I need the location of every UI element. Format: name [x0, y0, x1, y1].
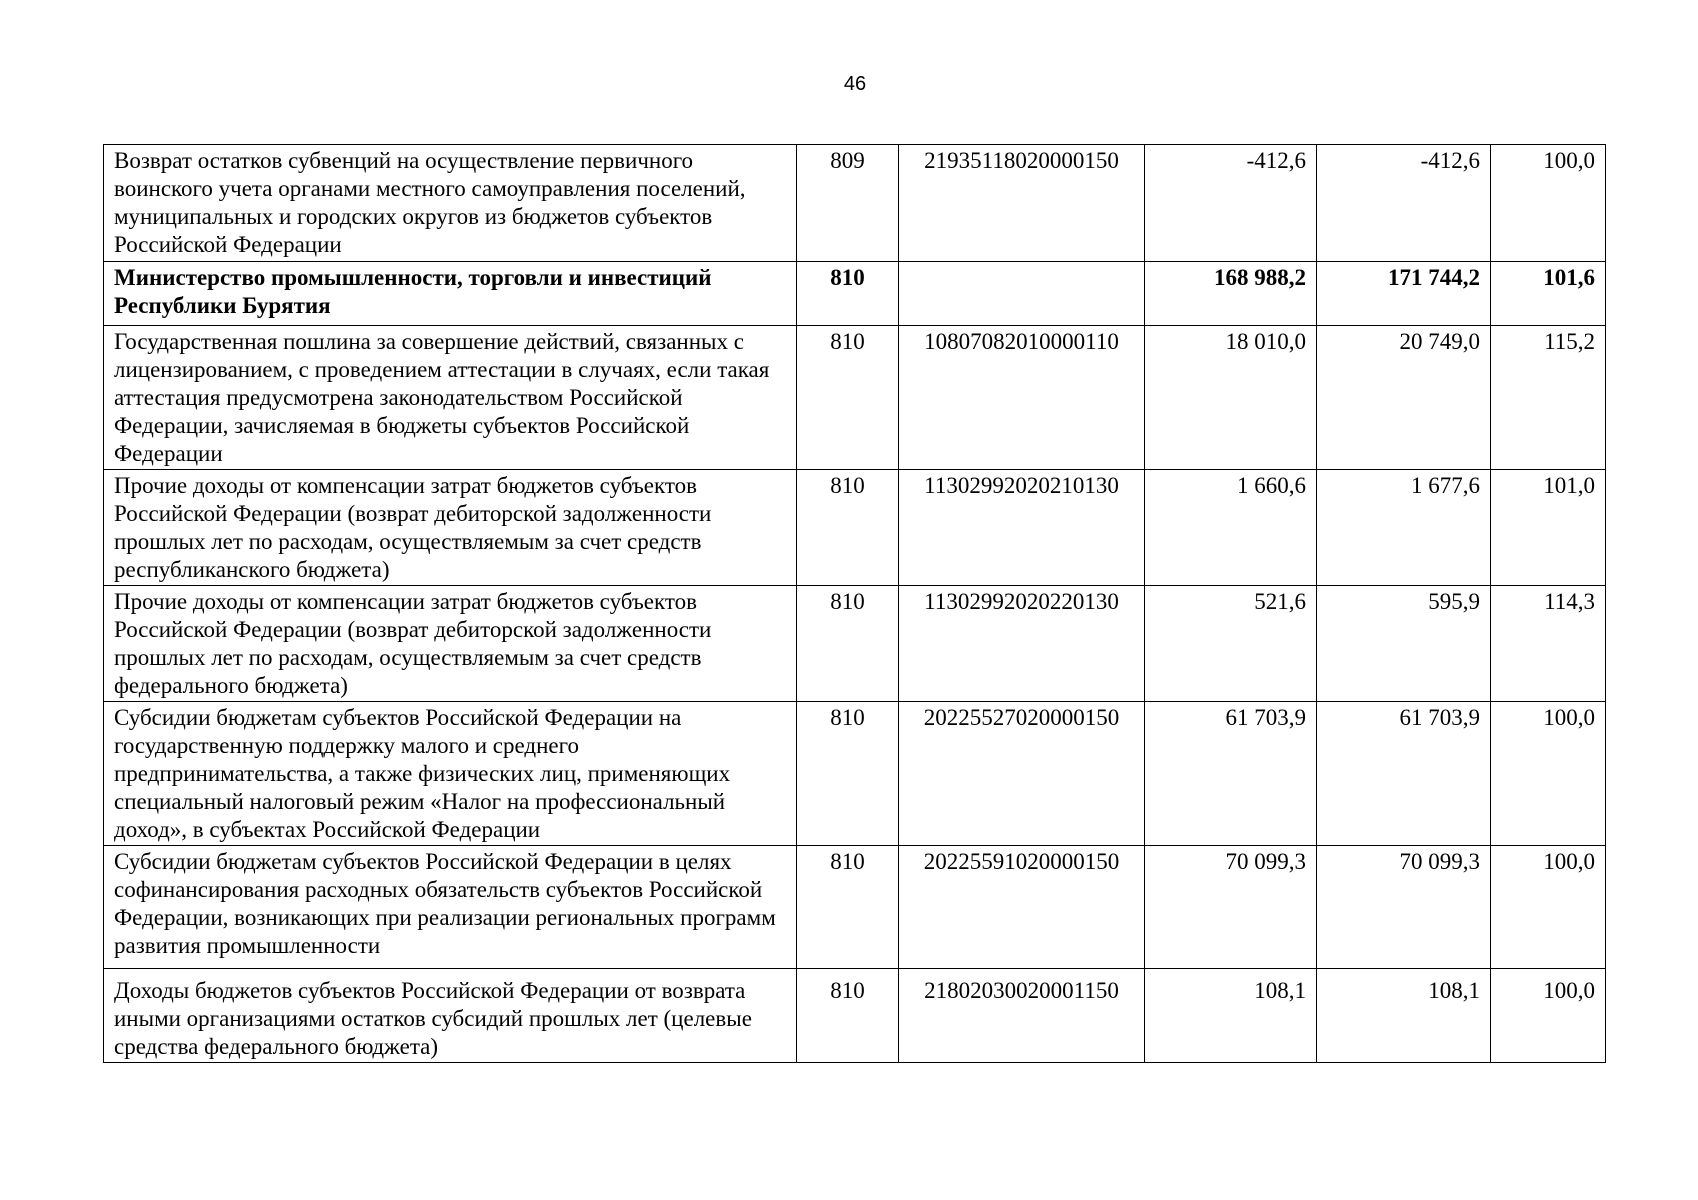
row-admin-code: 810: [797, 702, 899, 846]
table-row: [104, 145, 1606, 262]
row-budget-code: 11302992020220130: [899, 586, 1145, 702]
row-fact: 70 099,3: [1317, 846, 1491, 969]
row-admin-code: 810: [797, 969, 899, 1063]
table-row-ministry: [104, 262, 1606, 326]
revenue-table: [103, 144, 1606, 1063]
page-number: 46: [843, 73, 867, 95]
row-plan: 1 660,6: [1145, 470, 1317, 586]
row-budget-code: 21935118020000150: [899, 145, 1145, 262]
row-name: Субсидии бюджетам субъектов Российской Федерации в целях софинансирования расходных обязательств субъектов Российской Федерации, возникающих при реализации региональных программ развития промышленности: [104, 846, 797, 969]
table-row: [104, 470, 1606, 586]
row-plan: 70 099,3: [1145, 846, 1317, 969]
row-name: Министерство промышленности, торговли и инвестиций Республики Бурятия: [104, 262, 797, 326]
row-plan: 18 010,0: [1145, 326, 1317, 470]
table-row: [104, 846, 1606, 969]
row-name: Прочие доходы от компенсации затрат бюджетов субъектов Российской Федерации (возврат дебиторской задолженности прошлых лет по расходам, осуществляемым за счет средств федерального бюджета): [104, 586, 797, 702]
row-admin-code: 810: [797, 326, 899, 470]
table-row: [104, 702, 1606, 846]
row-fact: 20 749,0: [1317, 326, 1491, 470]
row-fact: 1 677,6: [1317, 470, 1491, 586]
row-percent: 100,0: [1491, 145, 1606, 262]
row-percent: 101,0: [1491, 470, 1606, 586]
row-name: Прочие доходы от компенсации затрат бюджетов субъектов Российской Федерации (возврат дебиторской задолженности прошлых лет по расходам, осуществляемым за счет средств республиканского бюджета): [104, 470, 797, 586]
row-plan: 61 703,9: [1145, 702, 1317, 846]
row-plan: 521,6: [1145, 586, 1317, 702]
row-budget-code: 11302992020210130: [899, 470, 1145, 586]
row-name: Возврат остатков субвенций на осуществление первичного воинского учета органами местного самоуправления поселений, муниципальных и городских округов из бюджетов субъектов Российской Федерации: [104, 145, 797, 262]
row-budget-code: [899, 262, 1145, 326]
row-percent: 100,0: [1491, 969, 1606, 1063]
row-name: Субсидии бюджетам субъектов Российской Федерации на государственную поддержку малого и среднего предпринимательства, а также физических лиц, применяющих специальный налоговый режим «Налог на профессиональный доход», в субъектах Российской Федерации: [104, 702, 797, 846]
row-fact: -412,6: [1317, 145, 1491, 262]
row-plan: 168 988,2: [1145, 262, 1317, 326]
row-fact: 61 703,9: [1317, 702, 1491, 846]
row-fact: 595,9: [1317, 586, 1491, 702]
row-name: Доходы бюджетов субъектов Российской Федерации от возврата иными организациями остатков субсидий прошлых лет (целевые средства федерального бюджета): [104, 969, 797, 1063]
row-admin-code: 810: [797, 846, 899, 969]
row-name: Государственная пошлина за совершение действий, связанных с лицензированием, с проведением аттестации в случаях, если такая аттестация предусмотрена законодательством Российской Федерации, зачисляемая в бюджеты субъектов Российской Федерации: [104, 326, 797, 470]
row-percent: 115,2: [1491, 326, 1606, 470]
row-admin-code: 810: [797, 470, 899, 586]
table-row: [104, 586, 1606, 702]
row-fact: 171 744,2: [1317, 262, 1491, 326]
row-admin-code: 810: [797, 586, 899, 702]
row-budget-code: 20225527020000150: [899, 702, 1145, 846]
row-admin-code: 809: [797, 145, 899, 262]
table-row: [104, 326, 1606, 470]
row-budget-code: 21802030020001150: [899, 969, 1145, 1063]
row-fact: 108,1: [1317, 969, 1491, 1063]
row-plan: 108,1: [1145, 969, 1317, 1063]
row-plan: -412,6: [1145, 145, 1317, 262]
row-admin-code: 810: [797, 262, 899, 326]
row-budget-code: 20225591020000150: [899, 846, 1145, 969]
row-percent: 101,6: [1491, 262, 1606, 326]
row-percent: 100,0: [1491, 846, 1606, 969]
row-percent: 100,0: [1491, 702, 1606, 846]
row-percent: 114,3: [1491, 586, 1606, 702]
row-budget-code: 10807082010000110: [899, 326, 1145, 470]
table-row: [104, 969, 1606, 1063]
